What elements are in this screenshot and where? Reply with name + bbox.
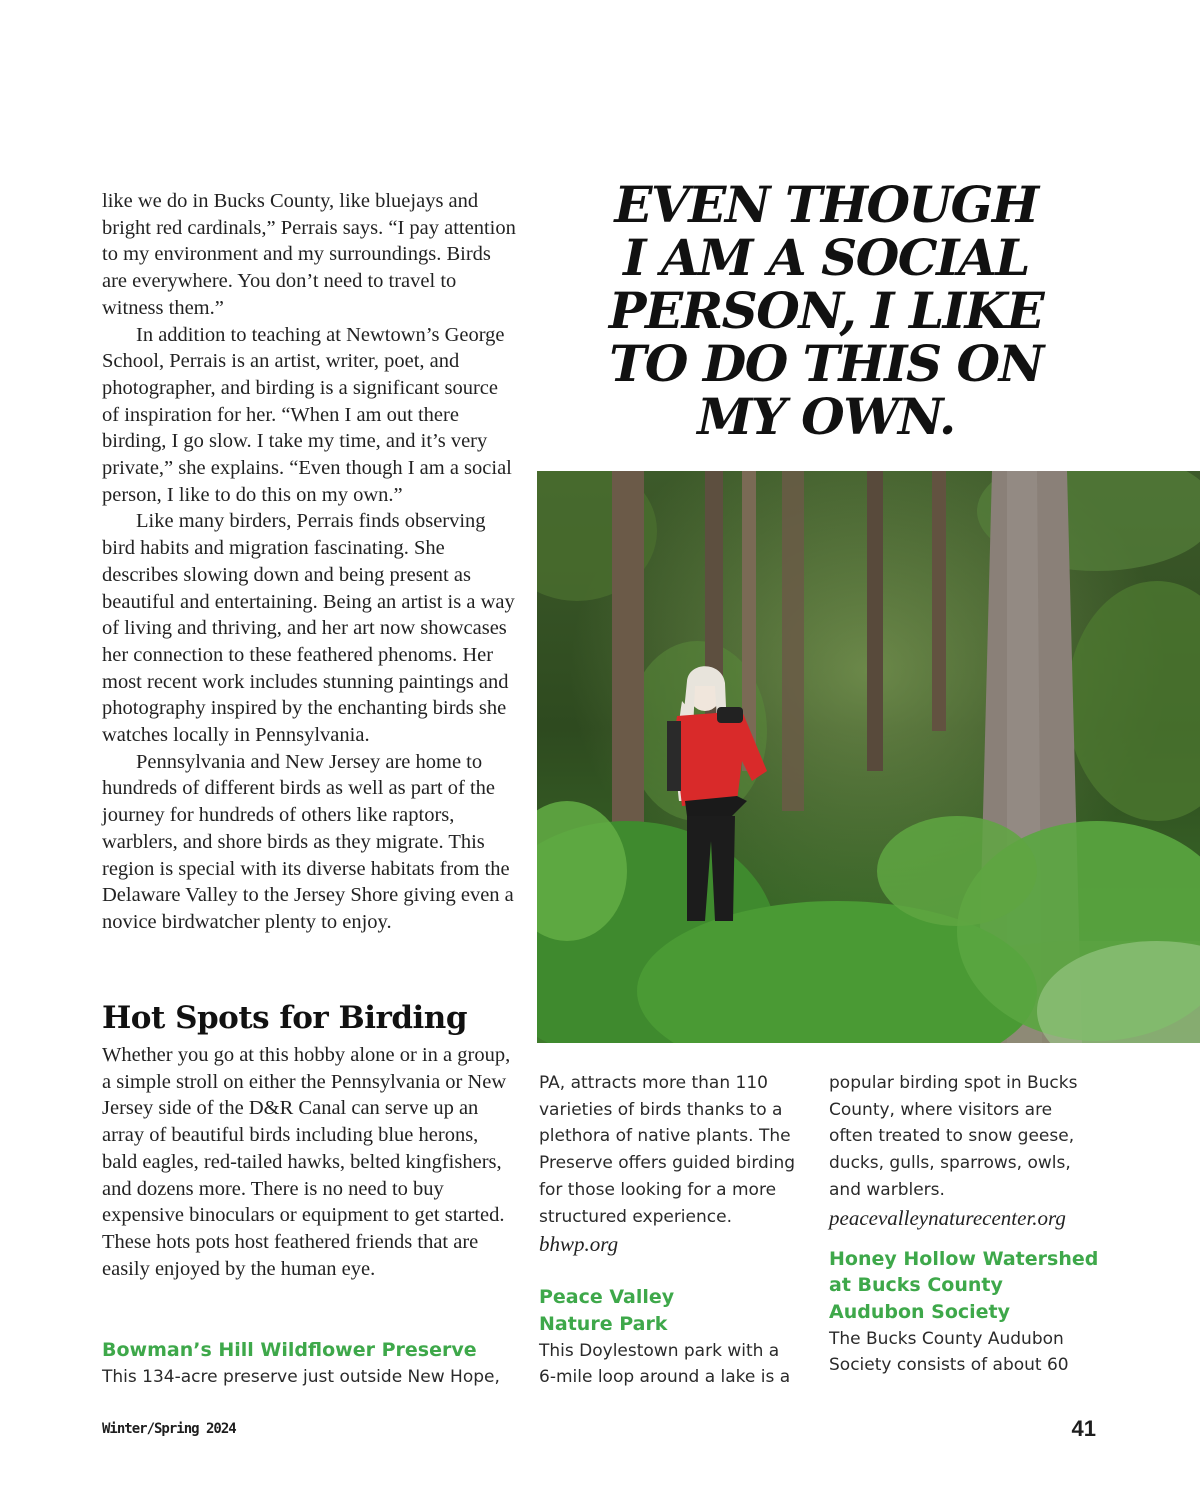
peace-valley-url-link[interactable]: peacevalleynaturecenter.org [829,1205,1066,1230]
listing-text: The Bucks County Audubon Society consists of about 60 [829,1328,1069,1376]
listing-bowmans-hill [102,1337,522,1390]
article-paragraph: In addition to teaching at Newtown’s George School, Perrais is an artist, writer, poet, and photographer, and birding is a significant source of inspiration for her. “When I am out there birding, I go slow. I take my time, and it’s very private,” she explains. “Even though I am a social person, I like to do this on my own.” [102,323,512,506]
listing-text-continued: PA, attracts more than 110 varieties of birds thanks to a plethora of native plants. The Preserve offers guided birding for those looking for a more structured experience. [539,1073,796,1227]
article-paragraph: like we do in Bucks County, like bluejays and bright red cardinals,” Perrais says. “I pay attention to my environment and my surroundings. Birds are everywhere. You don’t need to travel to witness them.” [102,190,516,319]
listing-title: at Bucks County [829,1274,1003,1297]
listing-title: Audubon Society [829,1300,1011,1323]
forest-photo-illustration [537,471,1200,1043]
listing-title: Peace Valley [539,1286,675,1309]
listing-title: Bowman’s Hill Wildflower Preserve [102,1339,477,1361]
listing-text: This Doylestown park with a 6-mile loop around a lake is a [539,1340,791,1388]
hot-spots-heading: Hot Spots for Birding [102,1000,467,1036]
article-paragraph: Like many birders, Perrais finds observing bird habits and migration fascinating. She describes slowing down and being present as beautiful and entertaining. Being an artist is a way of living and thriving, and her art now showcases her connection to these feathered phenoms. Her most recent work includes stunning paintings and photography inspired by the enchanting birds she watches locally in Pennsylvania. [102,510,515,747]
page-number: 41 [1071,1416,1096,1441]
hot-spots-intro: Whether you go at this hobby alone or in a group, a simple stroll on either the Pennsylvania or New Jersey side of the D&R Canal can serve up an array of beautiful birds including blue herons, bald eagles, red-tailed hawks, belted kingfishers, and dozens more. There is no need to buy expensive binoculars or equipment to get started. These hots pots host feathered friends that are easily enjoyed by the human eye. [102,1044,511,1280]
forest-birder-photo [537,471,1200,1043]
listing-text-continued: popular birding spot in Bucks County, where visitors are often treated to snow geese, ducks, gulls, sparrows, owls, and warblers. [829,1073,1078,1200]
listing-column-middle [539,1070,801,1391]
bowmans-url-link[interactable]: bhwp.org [539,1232,619,1257]
article-body [102,188,516,936]
listing-title: Honey Hollow Watershed [829,1247,1099,1270]
listing-column-right [829,1070,1099,1379]
article-paragraph: Pennsylvania and New Jersey are home to hundreds of different birds as well as part of the journey for hundreds of others like raptors, warblers, and shore birds as they migrate. This region is special with its diverse habitats from the Delaware Valley to the Jersey Shore giving even a novice birdwatcher plenty to enjoy. [102,750,514,933]
footer-issue: Winter/Spring 2024 [102,1421,236,1437]
pull-quote: EVEN THOUGH I AM A SOCIAL PERSON, I LIKE TO DO THIS ON MY OWN. [608,175,1044,446]
listing-text: This 134-acre preserve just outside New Hope, [102,1366,500,1387]
listing-title: Nature Park [539,1312,668,1335]
